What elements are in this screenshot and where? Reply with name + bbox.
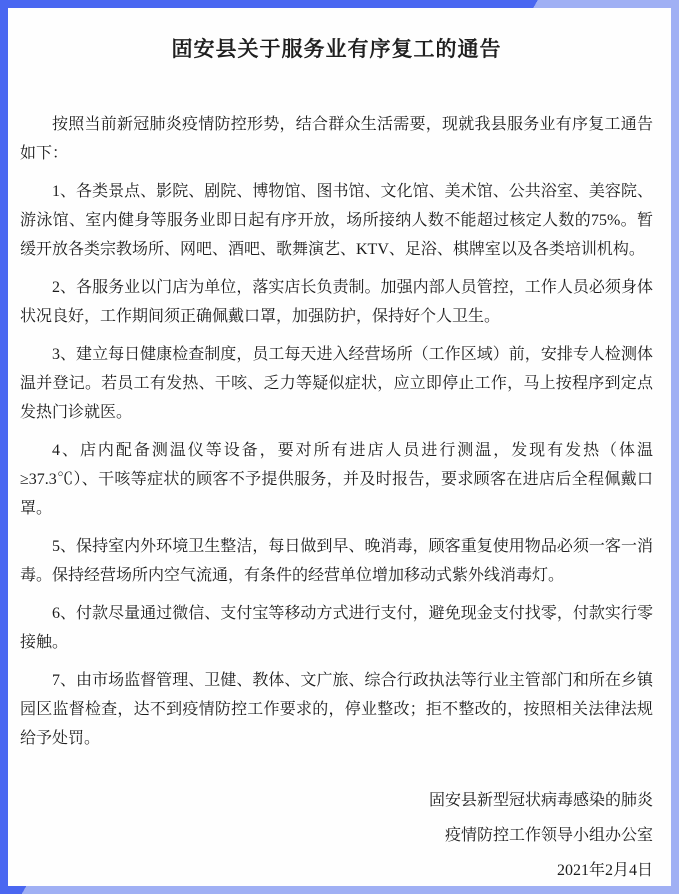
signature-org-line-2: 疫情防控工作领导小组办公室: [444, 827, 653, 844]
notice-title: 固安县关于服务业有序复工的通告: [171, 38, 502, 61]
notice-body: [20, 110, 653, 753]
notice-paragraph-5: 5、保持室内外环境卫生整洁，每日做到早、晚消毒，顾客重复使用物品必须一客一消毒。保持经营场所内空气流通，有条件的经营单位增加移动式紫外线消毒灯。: [20, 538, 653, 584]
notice-paragraph-3: 3、建立每日健康检查制度，员工每天进入经营场所（工作区域）前，安排专人检测体温并登记。若员工有发热、干咳、乏力等疑似症状，应立即停止工作，马上按程序到定点发热门诊就医。: [20, 346, 653, 421]
signature-block: [20, 783, 653, 886]
notice-paragraph-7: 7、由市场监督管理、卫健、教体、文广旅、综合行政执法等行业主管部门和所在乡镇园区监督检查，达不到疫情防控工作要求的，停业整改；拒不整改的，按照相关法律法规给予处罚。: [20, 672, 653, 747]
notice-paragraph-2: 2、各服务业以门店为单位，落实店长负责制。加强内部人员管控，工作人员必须身体状况良好，工作期间须正确佩戴口罩，加强防护，保持好个人卫生。: [20, 279, 653, 325]
notice-intro: 按照当前新冠肺炎疫情防控形势，结合群众生活需要，现就我县服务业有序复工通告如下：: [20, 116, 653, 162]
signature-org-line-1: 固安县新型冠状病毒感染的肺炎: [428, 792, 653, 809]
notice-sheet: [8, 8, 671, 886]
signature-date: 2021年2月4日: [556, 862, 653, 879]
notice-paragraph-1: 1、各类景点、影院、剧院、博物馆、图书馆、文化馆、美术馆、公共浴室、美容院、游泳馆、室内健身等服务业即日起有序开放，场所接纳人数不能超过核定人数的75%。暂缓开放各类宗教场所、网吧、酒吧、歌舞演艺、KTV、足浴、棋牌室以及各类培训机构。: [20, 183, 653, 258]
notice-paragraph-4: 4、店内配备测温仪等设备，要对所有进店人员进行测温，发现有发热（体温≥37.3℃）、干咳等症状的顾客不予提供服务，并及时报告，要求顾客在进店后全程佩戴口罩。: [20, 442, 653, 517]
notice-paragraph-6: 6、付款尽量通过微信、支付宝等移动方式进行支付，避免现金支付找零，付款实行零接触。: [20, 605, 653, 651]
